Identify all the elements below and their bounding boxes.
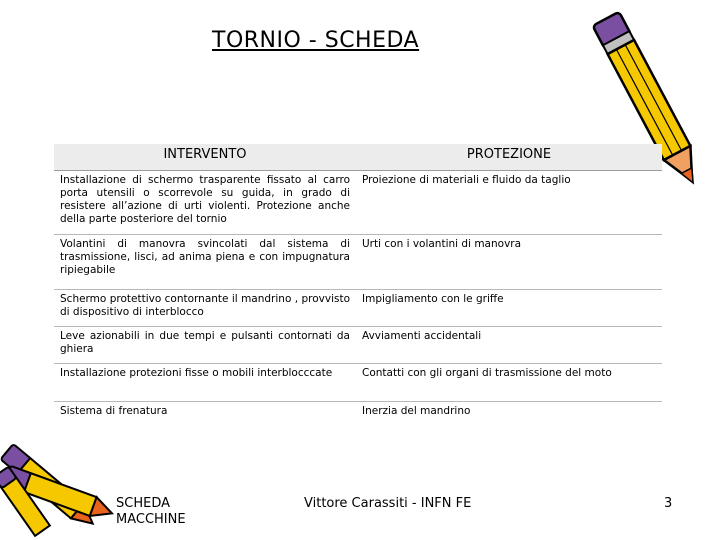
protezione-cell: Avviamenti accidentali [356,327,662,364]
table-row [54,290,662,327]
pencils-icon [0,428,116,540]
table-row [54,327,662,364]
page-number: 3 [664,496,673,511]
protezione-cell: Urti con i volantini di manovra [356,235,662,290]
protezione-cell: Impigliamento con le griffe [356,290,662,327]
intervento-cell: Schermo protettivo contornante il mandrino , provvisto di dispositivo di interblocco [54,290,356,327]
slide-title: TORNIO - SCHEDA [212,28,420,53]
table-row [54,171,662,235]
protezione-cell: Contatti con gli organi di trasmissione del moto [356,364,662,402]
footer-author: Vittore Carassiti - INFN FE [304,496,472,511]
intervento-cell: Leve azionabili in due tempi e pulsanti contornati da ghiera [54,327,356,364]
safety-table [54,144,662,436]
intervento-cell: Installazione protezioni fisse o mobili interblocccate [54,364,356,402]
header-protezione: PROTEZIONE [356,144,662,171]
protezione-cell: Inerzia del mandrino [362,405,471,417]
protezione-cell: Proiezione di materiali e fluido da taglio [356,171,662,235]
intervento-cell: Volantini di manovra svincolati dal sistema di trasmissione, lisci, ad anima piena e con impugnatura ripiegabile [54,235,356,290]
table-header-row [54,144,662,171]
footer-section-label: SCHEDA MACCHINE [116,496,186,527]
table-row [54,235,662,290]
intervento-cell: Sistema di frenatura [60,405,168,417]
table-row [54,364,662,402]
header-intervento: INTERVENTO [54,144,356,171]
intervento-cell: Installazione di schermo trasparente fissato al carro porta utensili o scorrevole su guida, in grado di resistere all’azione di urti violenti. Protezione anche della parte posteriore del tornio [54,171,356,235]
table-row [54,402,662,436]
